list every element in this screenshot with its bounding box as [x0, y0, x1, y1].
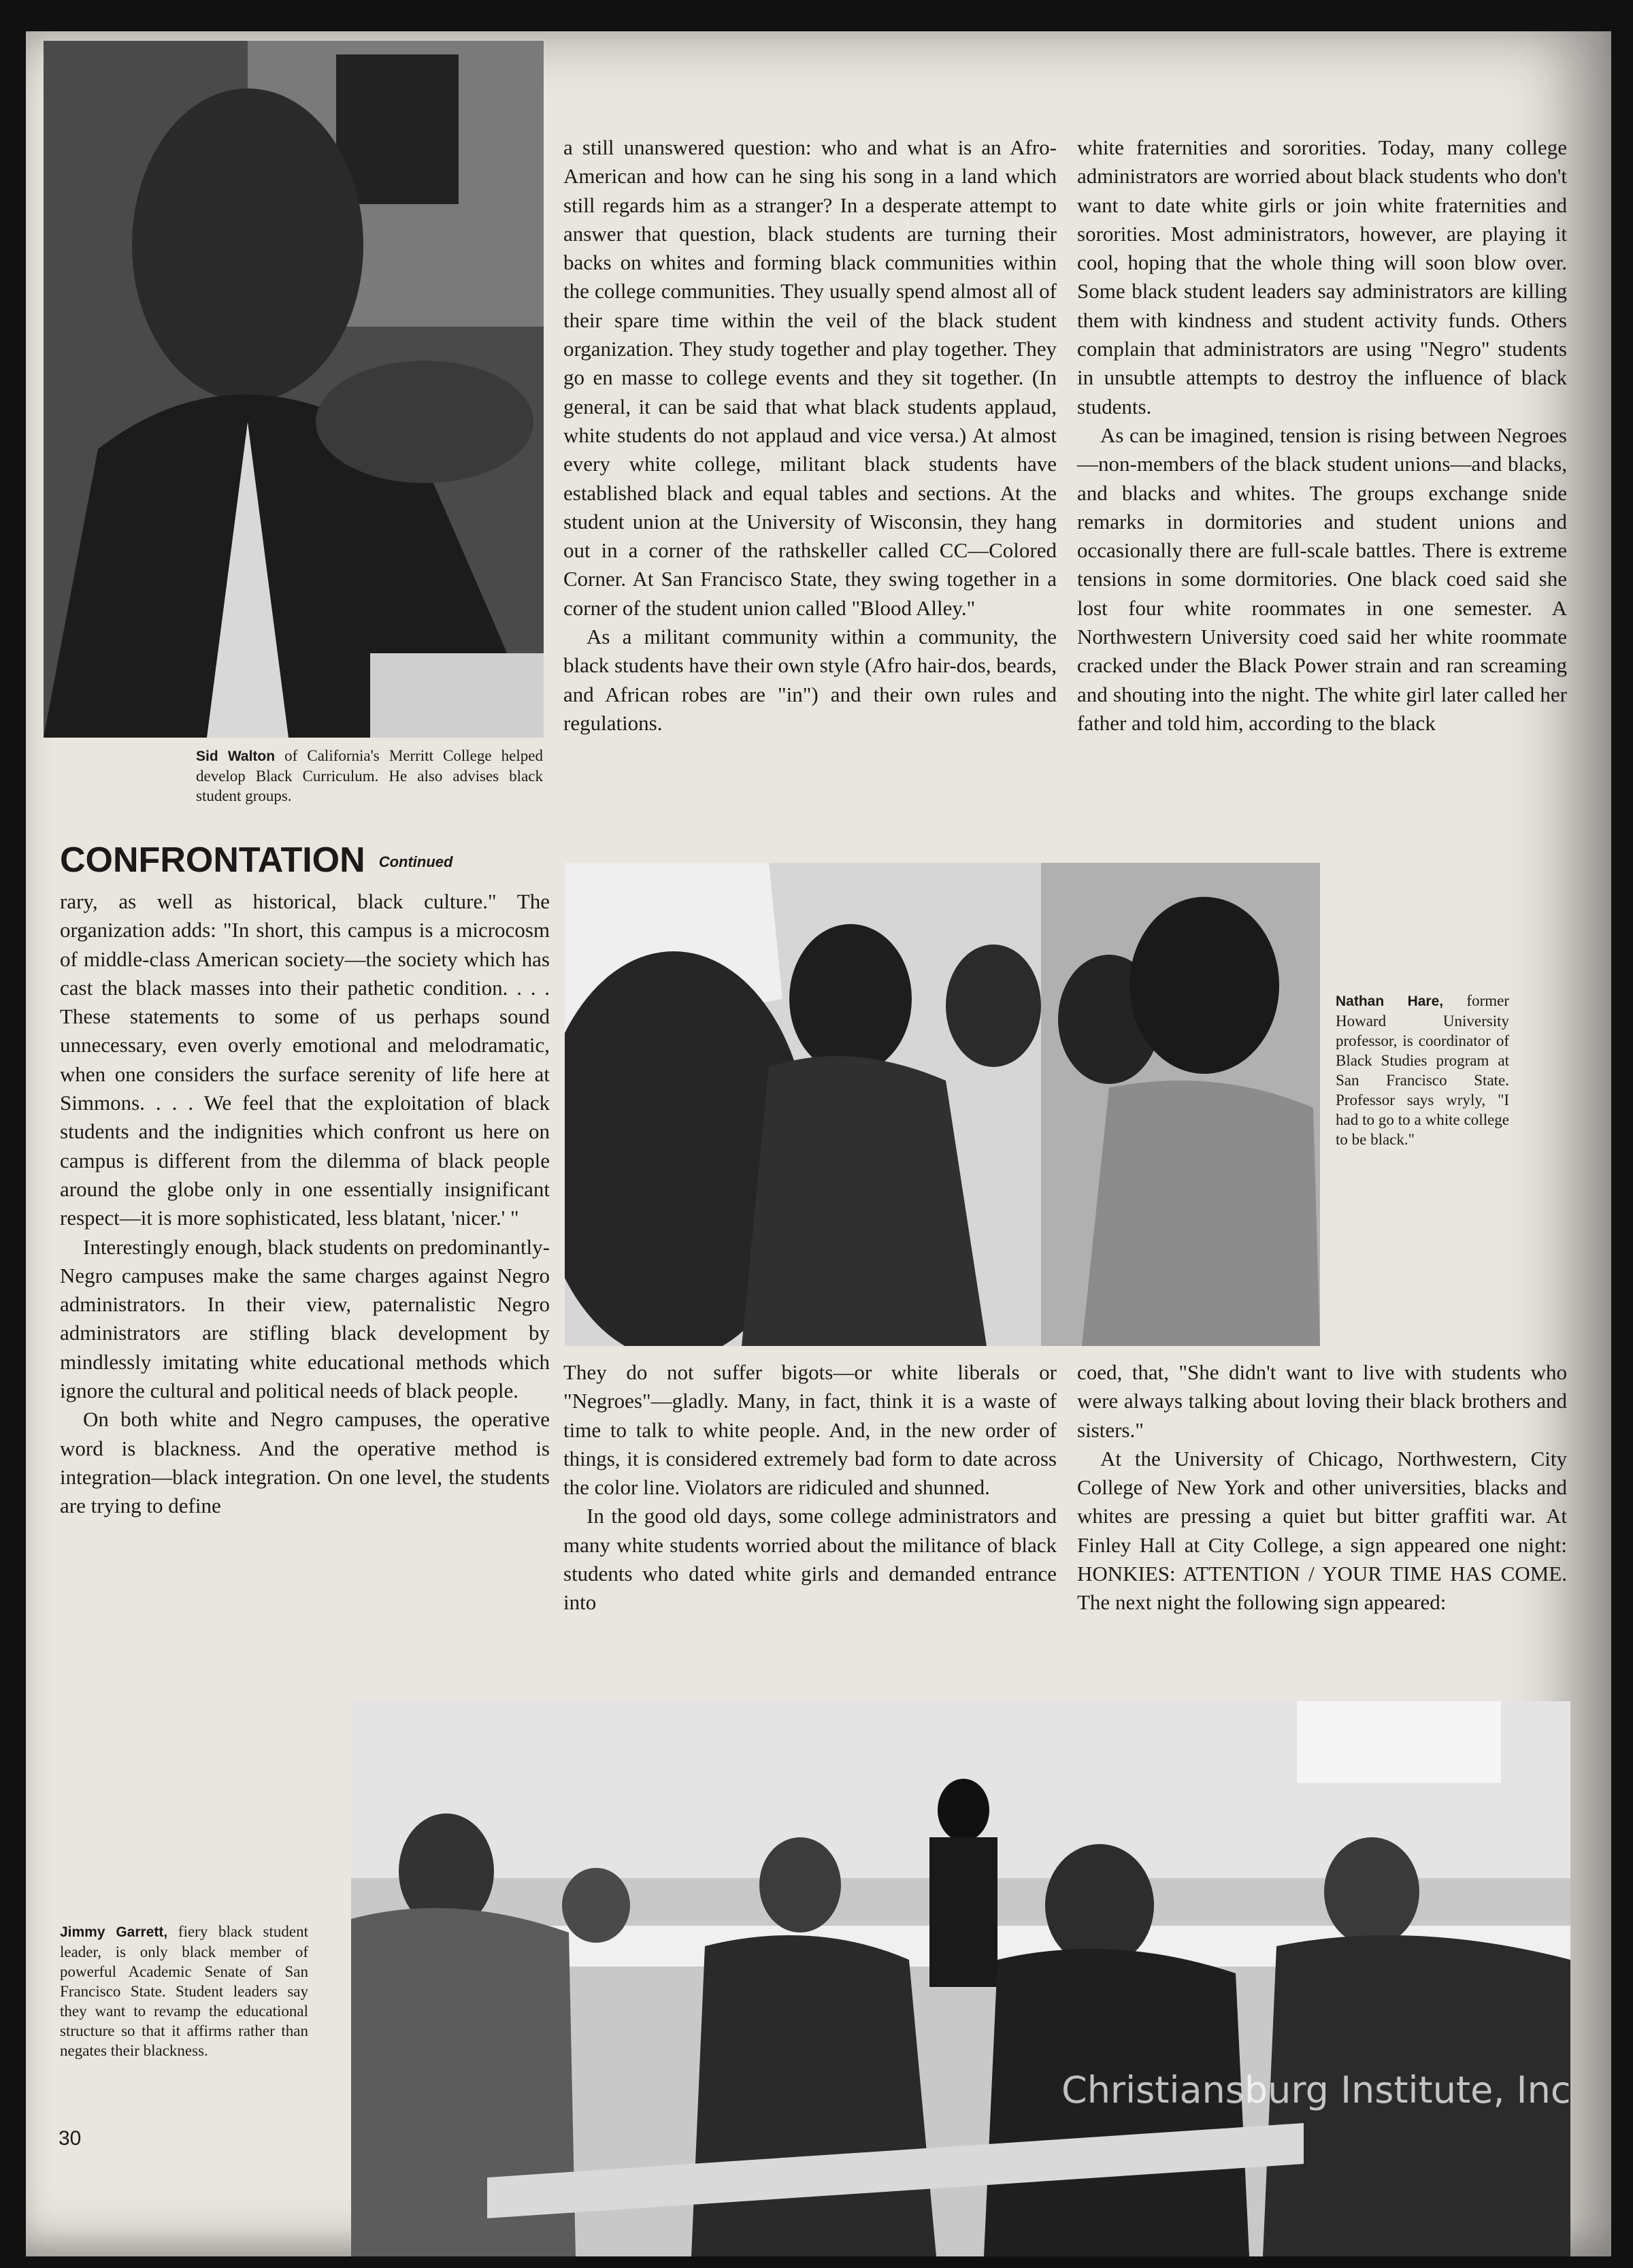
magazine-page: [26, 31, 1611, 2256]
photo-academic-senate-graphic: [351, 1701, 1570, 2256]
article-paragraph: At the University of Chicago, Northwestern, City College of New York and other universities, blacks and whites are pressing a quiet but bitter graffiti war. At Finley Hall at City College, a sign appeared one night: HONKIES: ATTENTION / YOUR TIME HAS COME. The next night the following sign appeared:: [1077, 1446, 1567, 1615]
article-paragraph: As can be imagined, tension is rising between Negroes—non-members of the black student unions—and blacks, and blacks and whites. The groups exchange snide remarks in dormitories and student unions and occasionally there are full-scale battles. There is extreme tensions in some dormitories. One black coed said she lost four white roommates in one semester. A Northwestern University coed said her white roommate cracked under the Black Power strain and ran screaming and shouting into the night. The white girl later called her father and told him, according to the black: [1077, 423, 1567, 735]
photo-sid-walton-graphic: [44, 41, 544, 738]
section-headline: [60, 840, 452, 881]
photo-nathan-hare: [565, 863, 1320, 1346]
article-column-1: [60, 887, 550, 1521]
article-column-2-top: [563, 133, 1057, 738]
page-number: 30: [59, 2127, 82, 2150]
caption-sid-walton-text: of California's Merritt College helped develop Black Curriculum. He also advises black student groups.: [196, 747, 543, 804]
article-paragraph: rary, as well as historical, black culture." The organization adds: "In short, this campus is a microcosm of middle-class American society—the society which has cast the black masses into their pathetic condition. . . . These statements to some of us perhaps sound unnecessary, even overly emotional and melodramatic, when one considers the surface serenity of life here at Simmons. . . . We feel that the exploitation of black students and the indignities which confront us here on campus is different from the dilemma of black people around the globe only in one essentially insignificant respect—it is more sophisticated, less blatant, 'nicer.' ": [60, 889, 550, 1230]
caption-jimmy-garrett: [60, 1922, 308, 2060]
section-continued: Continued: [378, 853, 453, 871]
article-paragraph: In the good old days, some college administrators and many white students worried about the militance of black students who dated white girls and demanded entrance into: [563, 1504, 1057, 1615]
article-paragraph: white fraternities and sororities. Today, many college administrators are worried about black students who don't want to date white girls or join white fraternities and sororities. Most administrators, however, are playing it cool, hoping that the whole thing will soon blow over. Some black student leaders say administrators are killing them with kindness and student activity funds. Others complain that administrators are using "Negro" students in unsubtle attempts to destroy the influence of black students.: [1077, 135, 1567, 418]
article-paragraph: On both white and Negro campuses, the operative word is blackness. And the operative method is integration—black integration. On one level, the students are trying to define: [60, 1407, 550, 1518]
article-paragraph: They do not suffer bigots—or white liberals or "Negroes"—gladly. Many, in fact, think it is a waste of time to talk to white people. And, in the new order of things, it is considered extremely bad form to date across the color line. Violators are ridiculed and shunned.: [563, 1360, 1057, 1500]
caption-sid-walton-name: Sid Walton: [196, 749, 276, 764]
caption-nathan-hare-name: Nathan Hare,: [1336, 993, 1444, 1009]
article-column-3-top: [1077, 133, 1567, 738]
article-column-2-bottom: [563, 1358, 1057, 1617]
article-paragraph: Interestingly enough, black students on predominantly-Negro campuses make the same charges against Negro administrators. In their view, paternalistic Negro administrators are stifling black development by mindlessly imitating white educational methods which ignore the cultural and political needs of black people.: [60, 1234, 550, 1403]
article-paragraph: a still unanswered question: who and what is an Afro-American and how can he sing his song in a land which still regards him as a stranger? In a desperate attempt to answer that question, black students are turning their backs on whites and forming black communities within the college communities. They usually spend almost all of their spare time within the veil of the black student organization. They study together and play together. They go en masse to college events and they sit together. (In general, it can be said that what black students applaud, white students do not applaud and vice versa.) At almost every white college, militant black students have established black and equal tables and sections. At the student union at the University of Wisconsin, they hang out in a corner of the rathskeller called CC—Colored Corner. At San Francisco State, they swing together in a corner of the student union called "Blood Alley.": [563, 135, 1057, 620]
caption-jimmy-garrett-text: fiery black student leader, is only black member of powerful Academic Senate of San Francisco State. Student leaders say they want to revamp the educational structure so that it affirms rather than negates their blackness.: [60, 1923, 308, 2059]
caption-nathan-hare: [1336, 991, 1509, 1149]
section-title: CONFRONTATION: [60, 840, 365, 880]
caption-jimmy-garrett-name: Jimmy Garrett,: [60, 1924, 168, 1940]
photo-nathan-hare-graphic: [565, 863, 1320, 1346]
photo-sid-walton: [44, 41, 544, 738]
watermark: Christiansburg Institute, Inc: [1061, 2069, 1571, 2111]
article-paragraph: As a militant community within a community, the black students have their own style (Afro hair-dos, beards, and African robes are "in") and their own rules and regulations.: [563, 625, 1057, 735]
photo-academic-senate: [351, 1701, 1570, 2256]
caption-nathan-hare-text: former Howard University professor, is coordinator of Black Studies program at San Francisco State. Professor says wryly, "I had to go to a white college to be black.": [1336, 992, 1509, 1148]
caption-sid-walton: [196, 746, 543, 806]
article-column-3-bottom: [1077, 1358, 1567, 1617]
article-paragraph: coed, that, "She didn't want to live with students who were always talking about loving their black brothers and sisters.": [1077, 1360, 1567, 1442]
